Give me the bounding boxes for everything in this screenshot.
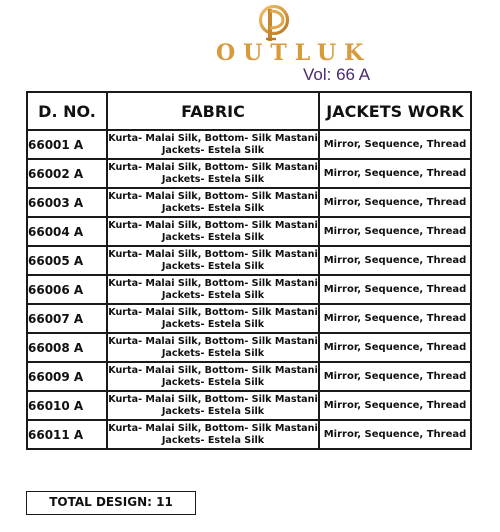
jackets-work-cell: Mirror, Sequence, Thread [319, 391, 471, 420]
jackets-work-cell: Mirror, Sequence, Thread [319, 420, 471, 449]
fabric-line-kurta-bottom: Kurta- Malai Silk, Bottom- Silk Mastani [108, 190, 318, 202]
design-number-cell: 66005 A [27, 246, 107, 275]
fabric-cell [107, 188, 319, 217]
fabric-line-jackets: Jackets- Estela Silk [161, 173, 265, 185]
table-row [27, 188, 471, 217]
fabric-line-jackets: Jackets- Estela Silk [161, 405, 265, 417]
jackets-work-cell: Mirror, Sequence, Thread [319, 275, 471, 304]
fabric-line-jackets: Jackets- Estela Silk [161, 318, 265, 330]
fabric-line-jackets: Jackets- Estela Silk [161, 260, 265, 272]
jackets-work-cell: Mirror, Sequence, Thread [319, 333, 471, 362]
design-number-cell: 66002 A [27, 159, 107, 188]
fabric-line-jackets: Jackets- Estela Silk [161, 376, 265, 388]
jackets-work-cell: Mirror, Sequence, Thread [319, 130, 471, 159]
fabric-line-jackets: Jackets- Estela Silk [161, 289, 265, 301]
table-header-row [27, 92, 471, 130]
design-number-cell: 66011 A [27, 420, 107, 449]
table-row [27, 217, 471, 246]
jackets-work-cell: Mirror, Sequence, Thread [319, 159, 471, 188]
table-row [27, 391, 471, 420]
table-body [27, 130, 471, 449]
fabric-line-kurta-bottom: Kurta- Malai Silk, Bottom- Silk Mastani [108, 364, 318, 376]
fabric-line-kurta-bottom: Kurta- Malai Silk, Bottom- Silk Mastani [108, 393, 318, 405]
fabric-line-jackets: Jackets- Estela Silk [161, 347, 265, 359]
fabric-cell [107, 304, 319, 333]
fabric-cell [107, 275, 319, 304]
fabric-cell [107, 420, 319, 449]
fabric-line-kurta-bottom: Kurta- Malai Silk, Bottom- Silk Mastani [108, 248, 318, 260]
design-number-cell: 66006 A [27, 275, 107, 304]
table-row [27, 159, 471, 188]
jackets-work-cell: Mirror, Sequence, Thread [319, 362, 471, 391]
table-row [27, 420, 471, 449]
design-number-cell: 66001 A [27, 130, 107, 159]
fabric-cell [107, 333, 319, 362]
fabric-line-kurta-bottom: Kurta- Malai Silk, Bottom- Silk Mastani [108, 422, 318, 434]
design-number-cell: 66004 A [27, 217, 107, 246]
fabric-cell [107, 159, 319, 188]
design-number-cell: 66008 A [27, 333, 107, 362]
jackets-work-cell: Mirror, Sequence, Thread [319, 188, 471, 217]
volume-label: Vol: 66 A [303, 65, 371, 84]
design-number-cell: 66010 A [27, 391, 107, 420]
fabric-line-jackets: Jackets- Estela Silk [161, 434, 265, 446]
total-design-label: TOTAL DESIGN: 11 [26, 491, 196, 515]
table-row [27, 304, 471, 333]
fabric-line-kurta-bottom: Kurta- Malai Silk, Bottom- Silk Mastani [108, 132, 318, 144]
jackets-work-cell: Mirror, Sequence, Thread [319, 304, 471, 333]
brand-name: OUTLUK [216, 40, 372, 66]
jackets-work-cell: Mirror, Sequence, Thread [319, 217, 471, 246]
design-number-cell: 66009 A [27, 362, 107, 391]
fabric-line-kurta-bottom: Kurta- Malai Silk, Bottom- Silk Mastani [108, 161, 318, 173]
table-row [27, 130, 471, 159]
design-spec-table [26, 91, 472, 450]
table-row [27, 362, 471, 391]
column-header-jackets-work: JACKETS WORK [319, 92, 471, 130]
jackets-work-cell: Mirror, Sequence, Thread [319, 246, 471, 275]
outluk-monogram-icon [256, 4, 292, 42]
fabric-cell [107, 130, 319, 159]
column-header-fabric: FABRIC [107, 92, 319, 130]
fabric-line-kurta-bottom: Kurta- Malai Silk, Bottom- Silk Mastani [108, 306, 318, 318]
fabric-cell [107, 217, 319, 246]
table-row [27, 275, 471, 304]
fabric-line-jackets: Jackets- Estela Silk [161, 202, 265, 214]
brand-header [0, 0, 500, 88]
fabric-line-jackets: Jackets- Estela Silk [161, 144, 265, 156]
fabric-cell [107, 391, 319, 420]
fabric-cell [107, 362, 319, 391]
fabric-cell [107, 246, 319, 275]
fabric-line-kurta-bottom: Kurta- Malai Silk, Bottom- Silk Mastani [108, 335, 318, 347]
table-row [27, 246, 471, 275]
fabric-line-kurta-bottom: Kurta- Malai Silk, Bottom- Silk Mastani [108, 277, 318, 289]
column-header-dno: D. NO. [27, 92, 107, 130]
fabric-line-kurta-bottom: Kurta- Malai Silk, Bottom- Silk Mastani [108, 219, 318, 231]
design-number-cell: 66003 A [27, 188, 107, 217]
table-row [27, 333, 471, 362]
fabric-line-jackets: Jackets- Estela Silk [161, 231, 265, 243]
design-number-cell: 66007 A [27, 304, 107, 333]
